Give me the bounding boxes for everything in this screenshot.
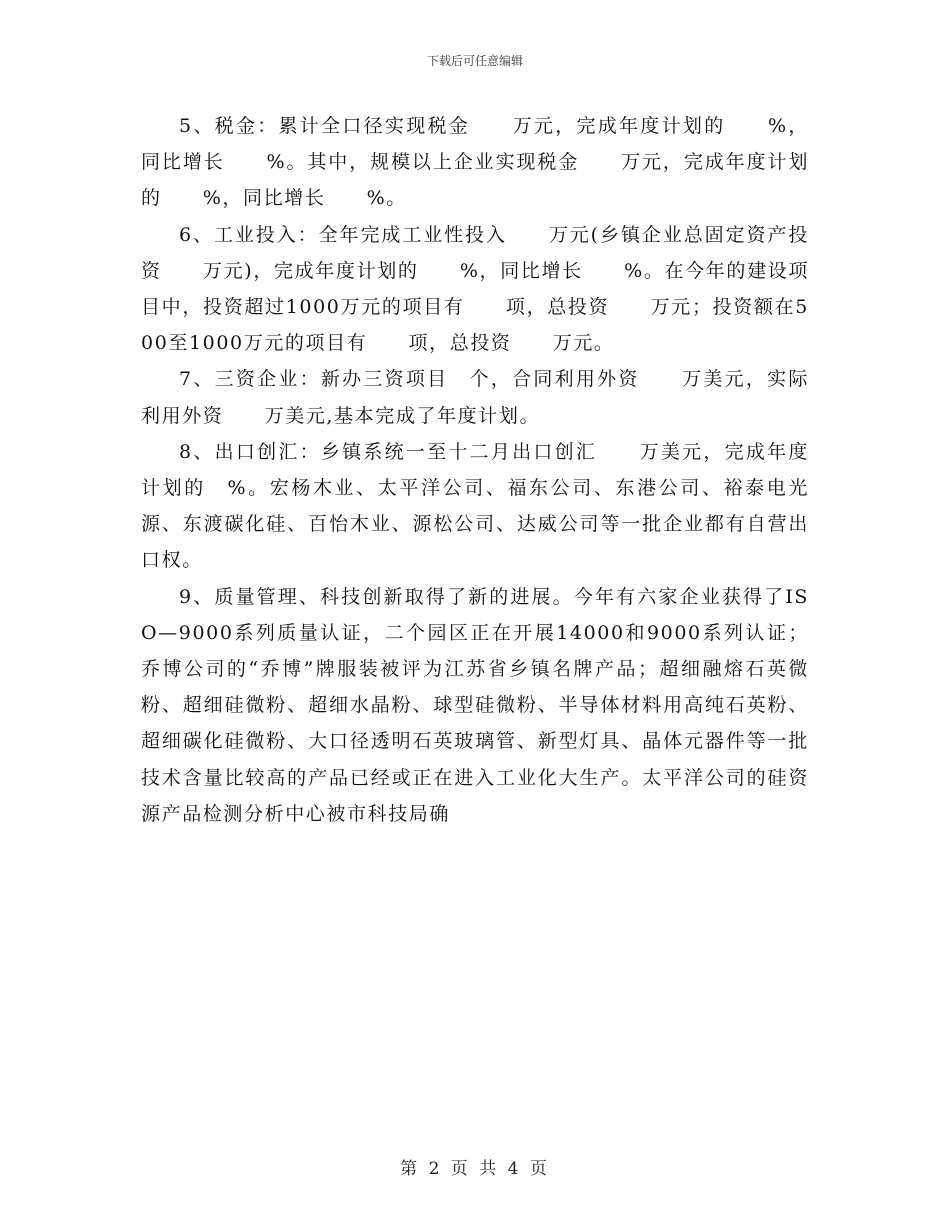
paragraph-export: 8、出口创汇：乡镇系统一至十二月出口创汇 万美元，完成年度计划的 %。宏杨木业、太平洋公司、福东公司、东港公司、裕泰电光源、东渡碳化硅、百怡木业、源松公司、达威公司等一批企业都有自营出口权。 bbox=[141, 440, 809, 572]
paragraph-tax: 5、税金：累计全口径实现税金 万元，完成年度计划的 %，同比增长 %。其中，规模以上企业实现税金 万元，完成年度计划的 %，同比增长 %。 bbox=[141, 115, 809, 210]
document-body bbox=[141, 108, 809, 832]
paragraph-foreign-enterprises: 7、三资企业：新办三资项目 个，合同利用外资 万美元，实际利用外资 万美元,基本完成了年度计划。 bbox=[141, 368, 809, 427]
paragraph-industrial-investment: 6、工业投入：全年完成工业性投入 万元(乡镇企业总固定资产投资 万元)，完成年度计划的 %，同比增长 %。在今年的建设项目中，投资超过1000万元的项目有 项，总投资 万元；投资额在500至1000万元的项目有 项，总投资 万元。 bbox=[141, 223, 809, 355]
page-header: 下载后可任意编辑 bbox=[426, 54, 523, 68]
paragraph-quality-tech: 9、质量管理、科技创新取得了新的进展。今年有六家企业获得了ISO—9000系列质量认证，二个园区正在开展14000和9000系列认证；乔博公司的“乔博”牌服装被评为江苏省乡镇名牌产品；超细融熔石英微粉、超细硅微粉、超细水晶粉、球型硅微粉、半导体材料用高纯石英粉、超细碳化硅微粉、大口径透明石英玻璃管、新型灯具、晶体元器件等一批技术含量比较高的产品已经或正在进入工业化大生产。太平洋公司的硅资源产品检测分析中心被市科技局确 bbox=[141, 585, 809, 825]
page-number-footer: 第 2 页 共 4 页 bbox=[400, 1159, 550, 1179]
